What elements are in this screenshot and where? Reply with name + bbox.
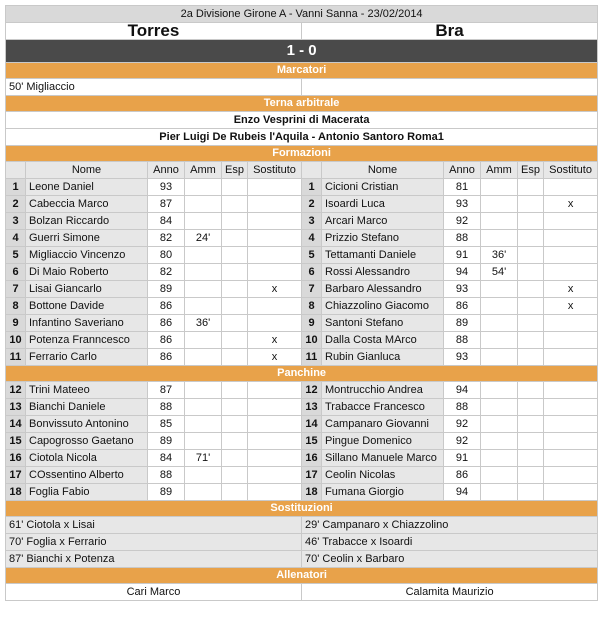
referee-main: Enzo Vesprini di Macerata — [6, 112, 598, 129]
away-player-subbed — [544, 213, 598, 230]
home-player-year: 89 — [148, 281, 185, 298]
home-player-name: COssentino Alberto — [26, 467, 148, 484]
home-player-number: 9 — [6, 315, 26, 332]
home-player-name: Capogrosso Gaetano — [26, 433, 148, 450]
away-player-name: Santoni Stefano — [322, 315, 444, 332]
home-team-name: Torres — [6, 23, 302, 40]
home-player-red — [222, 213, 248, 230]
home-player-number: 12 — [6, 382, 26, 399]
home-player-year: 84 — [148, 213, 185, 230]
away-player-yellow — [481, 315, 518, 332]
home-player-year: 80 — [148, 247, 185, 264]
away-player-red — [518, 298, 544, 315]
home-player-year: 85 — [148, 416, 185, 433]
away-player-yellow — [481, 382, 518, 399]
away-player-subbed — [544, 315, 598, 332]
home-scorers: 50' Migliaccio — [6, 79, 302, 96]
home-player-subbed — [248, 230, 302, 247]
away-player-red — [518, 484, 544, 501]
home-player-red — [222, 230, 248, 247]
home-player-yellow — [185, 416, 222, 433]
home-player-number: 2 — [6, 196, 26, 213]
home-player-number: 3 — [6, 213, 26, 230]
col-year: Anno — [148, 162, 185, 179]
away-coach: Calamita Maurizio — [302, 584, 598, 601]
home-player-subbed: x — [248, 349, 302, 366]
home-player-number: 8 — [6, 298, 26, 315]
away-player-number: 18 — [302, 484, 322, 501]
away-player-red — [518, 247, 544, 264]
away-player-red — [518, 179, 544, 196]
home-player-number: 6 — [6, 264, 26, 281]
away-player-red — [518, 450, 544, 467]
player-row — [6, 450, 598, 467]
away-player-name: Sillano Manuele Marco — [322, 450, 444, 467]
home-player-number: 4 — [6, 230, 26, 247]
away-player-number: 15 — [302, 433, 322, 450]
home-player-number: 13 — [6, 399, 26, 416]
home-player-name: Lisai Giancarlo — [26, 281, 148, 298]
player-row — [6, 382, 598, 399]
away-player-subbed — [544, 433, 598, 450]
home-player-yellow — [185, 467, 222, 484]
away-player-name: Barbaro Alessandro — [322, 281, 444, 298]
home-player-red — [222, 264, 248, 281]
away-player-yellow — [481, 213, 518, 230]
away-player-yellow — [481, 230, 518, 247]
home-player-yellow — [185, 332, 222, 349]
away-player-subbed — [544, 382, 598, 399]
away-player-name: Isoardi Luca — [322, 196, 444, 213]
player-row — [6, 399, 598, 416]
away-player-year: 92 — [444, 416, 481, 433]
home-player-red — [222, 484, 248, 501]
home-player-red — [222, 399, 248, 416]
home-player-yellow: 36' — [185, 315, 222, 332]
home-substitution: 70' Foglia x Ferrario — [6, 534, 302, 551]
away-player-year: 92 — [444, 433, 481, 450]
home-player-name: Bolzan Riccardo — [26, 213, 148, 230]
away-player-number: 8 — [302, 298, 322, 315]
home-player-red — [222, 196, 248, 213]
away-player-year: 88 — [444, 332, 481, 349]
col-subbed: Sostituto — [544, 162, 598, 179]
away-player-number: 4 — [302, 230, 322, 247]
home-player-yellow — [185, 484, 222, 501]
section-substitutions: Sostituzioni — [6, 501, 598, 517]
away-player-yellow — [481, 450, 518, 467]
away-player-year: 94 — [444, 382, 481, 399]
home-player-subbed — [248, 264, 302, 281]
home-player-subbed — [248, 467, 302, 484]
home-player-name: Cabeccia Marco — [26, 196, 148, 213]
home-player-year: 93 — [148, 179, 185, 196]
away-player-number: 10 — [302, 332, 322, 349]
col-yellow: Amm — [481, 162, 518, 179]
home-player-yellow — [185, 179, 222, 196]
away-player-yellow — [481, 179, 518, 196]
away-player-name: Cicioni Cristian — [322, 179, 444, 196]
home-player-number: 10 — [6, 332, 26, 349]
home-player-subbed: x — [248, 332, 302, 349]
away-player-number: 16 — [302, 450, 322, 467]
away-player-year: 88 — [444, 230, 481, 247]
away-player-number: 6 — [302, 264, 322, 281]
away-player-number: 7 — [302, 281, 322, 298]
home-player-number: 16 — [6, 450, 26, 467]
home-player-subbed — [248, 196, 302, 213]
away-player-subbed — [544, 399, 598, 416]
player-row — [6, 179, 598, 196]
home-player-name: Di Maio Roberto — [26, 264, 148, 281]
away-player-year: 94 — [444, 264, 481, 281]
home-player-red — [222, 332, 248, 349]
col-red: Esp — [222, 162, 248, 179]
referee-assistants: Pier Luigi De Rubeis l'Aquila - Antonio Santoro Roma1 — [6, 129, 598, 146]
away-player-red — [518, 196, 544, 213]
player-row — [6, 433, 598, 450]
away-player-number: 9 — [302, 315, 322, 332]
col-subbed: Sostituto — [248, 162, 302, 179]
home-player-red — [222, 179, 248, 196]
home-player-name: Migliaccio Vincenzo — [26, 247, 148, 264]
away-player-number: 13 — [302, 399, 322, 416]
home-player-subbed — [248, 484, 302, 501]
home-player-yellow — [185, 433, 222, 450]
col-red: Esp — [518, 162, 544, 179]
match-table — [5, 5, 598, 601]
away-player-yellow — [481, 298, 518, 315]
home-player-yellow: 71' — [185, 450, 222, 467]
home-coach: Cari Marco — [6, 584, 302, 601]
home-player-subbed — [248, 315, 302, 332]
home-player-red — [222, 382, 248, 399]
home-player-yellow: 24' — [185, 230, 222, 247]
home-player-subbed — [248, 382, 302, 399]
player-row — [6, 247, 598, 264]
home-player-name: Guerri Simone — [26, 230, 148, 247]
player-row — [6, 281, 598, 298]
away-player-name: Ceolin Nicolas — [322, 467, 444, 484]
away-player-year: 93 — [444, 349, 481, 366]
away-player-subbed — [544, 484, 598, 501]
home-player-name: Ciotola Nicola — [26, 450, 148, 467]
away-player-number: 11 — [302, 349, 322, 366]
home-player-red — [222, 433, 248, 450]
home-player-year: 84 — [148, 450, 185, 467]
away-player-red — [518, 315, 544, 332]
away-player-name: Rossi Alessandro — [322, 264, 444, 281]
away-player-number: 1 — [302, 179, 322, 196]
section-bench: Panchine — [6, 366, 598, 382]
home-player-red — [222, 298, 248, 315]
away-player-subbed: x — [544, 298, 598, 315]
home-player-yellow — [185, 213, 222, 230]
substitution-row — [6, 534, 598, 551]
away-player-red — [518, 349, 544, 366]
home-player-subbed: x — [248, 281, 302, 298]
away-player-subbed — [544, 467, 598, 484]
away-player-subbed — [544, 230, 598, 247]
away-player-year: 94 — [444, 484, 481, 501]
home-player-red — [222, 247, 248, 264]
away-player-subbed — [544, 450, 598, 467]
section-coaches: Allenatori — [6, 568, 598, 584]
away-player-yellow — [481, 416, 518, 433]
coaches-row — [6, 584, 598, 601]
home-player-red — [222, 349, 248, 366]
home-player-subbed — [248, 433, 302, 450]
home-player-number: 17 — [6, 467, 26, 484]
away-player-subbed — [544, 179, 598, 196]
home-player-yellow — [185, 196, 222, 213]
away-player-subbed — [544, 264, 598, 281]
away-player-name: Arcari Marco — [322, 213, 444, 230]
col-number — [6, 162, 26, 179]
home-player-subbed — [248, 399, 302, 416]
home-player-red — [222, 416, 248, 433]
home-player-year: 87 — [148, 382, 185, 399]
away-player-red — [518, 433, 544, 450]
home-player-name: Potenza Franncesco — [26, 332, 148, 349]
home-player-year: 86 — [148, 332, 185, 349]
away-player-red — [518, 399, 544, 416]
player-row — [6, 315, 598, 332]
away-player-year: 86 — [444, 467, 481, 484]
away-player-name: Rubin Gianluca — [322, 349, 444, 366]
home-player-yellow — [185, 247, 222, 264]
section-scorers: Marcatori — [6, 63, 598, 79]
home-player-name: Infantino Saveriano — [26, 315, 148, 332]
away-player-subbed — [544, 332, 598, 349]
home-substitution: 87' Bianchi x Potenza — [6, 551, 302, 568]
col-number — [302, 162, 322, 179]
home-player-name: Bottone Davide — [26, 298, 148, 315]
home-player-name: Foglia Fabio — [26, 484, 148, 501]
home-player-red — [222, 467, 248, 484]
away-player-red — [518, 467, 544, 484]
home-player-year: 89 — [148, 484, 185, 501]
home-player-name: Trini Mateeo — [26, 382, 148, 399]
away-player-red — [518, 213, 544, 230]
home-player-red — [222, 315, 248, 332]
home-player-name: Leone Daniel — [26, 179, 148, 196]
away-player-year: 86 — [444, 298, 481, 315]
away-player-year: 91 — [444, 450, 481, 467]
home-player-red — [222, 281, 248, 298]
away-player-yellow — [481, 332, 518, 349]
home-player-subbed — [248, 179, 302, 196]
away-player-red — [518, 382, 544, 399]
section-lineups: Formazioni — [6, 146, 598, 162]
away-player-subbed: x — [544, 281, 598, 298]
away-player-name: Prizzio Stefano — [322, 230, 444, 247]
home-player-yellow — [185, 349, 222, 366]
home-player-yellow — [185, 382, 222, 399]
match-header: 2a Divisione Girone A - Vanni Sanna - 23/02/2014 — [6, 6, 598, 23]
away-player-number: 2 — [302, 196, 322, 213]
home-player-number: 14 — [6, 416, 26, 433]
away-player-yellow: 54' — [481, 264, 518, 281]
home-player-name: Bonvissuto Antonino — [26, 416, 148, 433]
away-player-number: 5 — [302, 247, 322, 264]
away-player-subbed — [544, 349, 598, 366]
player-row — [6, 230, 598, 247]
home-player-red — [222, 450, 248, 467]
final-score: 1 - 0 — [6, 40, 598, 63]
col-year: Anno — [444, 162, 481, 179]
home-player-subbed — [248, 298, 302, 315]
away-team-name: Bra — [302, 23, 598, 40]
away-player-year: 93 — [444, 196, 481, 213]
home-player-name: Bianchi Daniele — [26, 399, 148, 416]
col-name: Nome — [322, 162, 444, 179]
col-name: Nome — [26, 162, 148, 179]
player-row — [6, 332, 598, 349]
home-player-year: 86 — [148, 349, 185, 366]
away-player-name: Pingue Domenico — [322, 433, 444, 450]
home-player-year: 82 — [148, 264, 185, 281]
away-player-red — [518, 230, 544, 247]
home-player-number: 1 — [6, 179, 26, 196]
home-player-subbed — [248, 213, 302, 230]
away-player-red — [518, 281, 544, 298]
home-player-year: 87 — [148, 196, 185, 213]
home-player-number: 5 — [6, 247, 26, 264]
away-player-yellow — [481, 484, 518, 501]
away-substitution: 29' Campanaro x Chiazzolino — [302, 517, 598, 534]
home-player-yellow — [185, 281, 222, 298]
away-player-year: 92 — [444, 213, 481, 230]
away-player-year: 93 — [444, 281, 481, 298]
away-player-name: Tettamanti Daniele — [322, 247, 444, 264]
away-player-name: Fumana Giorgio — [322, 484, 444, 501]
away-player-year: 89 — [444, 315, 481, 332]
away-player-yellow — [481, 196, 518, 213]
home-player-year: 88 — [148, 467, 185, 484]
section-referees: Terna arbitrale — [6, 96, 598, 112]
away-player-name: Dalla Costa MArco — [322, 332, 444, 349]
home-player-year: 82 — [148, 230, 185, 247]
home-player-yellow — [185, 399, 222, 416]
home-player-number: 15 — [6, 433, 26, 450]
player-row — [6, 467, 598, 484]
home-player-year: 89 — [148, 433, 185, 450]
away-substitution: 46' Trabacce x Isoardi — [302, 534, 598, 551]
player-row — [6, 416, 598, 433]
away-player-number: 3 — [302, 213, 322, 230]
away-player-year: 81 — [444, 179, 481, 196]
away-player-red — [518, 264, 544, 281]
player-row — [6, 196, 598, 213]
home-player-number: 18 — [6, 484, 26, 501]
home-player-yellow — [185, 298, 222, 315]
player-row — [6, 349, 598, 366]
home-player-subbed — [248, 450, 302, 467]
home-player-subbed — [248, 416, 302, 433]
substitution-row — [6, 551, 598, 568]
home-player-year: 86 — [148, 315, 185, 332]
substitution-row — [6, 517, 598, 534]
column-header-row — [6, 162, 598, 179]
away-player-subbed: x — [544, 196, 598, 213]
away-player-subbed — [544, 416, 598, 433]
away-player-name: Chiazzolino Giacomo — [322, 298, 444, 315]
away-player-yellow — [481, 467, 518, 484]
away-player-yellow — [481, 281, 518, 298]
away-player-yellow — [481, 433, 518, 450]
away-player-year: 91 — [444, 247, 481, 264]
away-player-subbed — [544, 247, 598, 264]
away-player-yellow: 36' — [481, 247, 518, 264]
col-yellow: Amm — [185, 162, 222, 179]
player-row — [6, 213, 598, 230]
home-player-name: Ferrario Carlo — [26, 349, 148, 366]
away-player-number: 17 — [302, 467, 322, 484]
home-player-number: 11 — [6, 349, 26, 366]
away-player-number: 14 — [302, 416, 322, 433]
home-player-subbed — [248, 247, 302, 264]
away-scorers — [302, 79, 598, 96]
away-player-yellow — [481, 399, 518, 416]
home-player-year: 86 — [148, 298, 185, 315]
home-player-yellow — [185, 264, 222, 281]
away-player-name: Montrucchio Andrea — [322, 382, 444, 399]
away-player-year: 88 — [444, 399, 481, 416]
match-report — [5, 5, 597, 601]
away-player-name: Campanaro Giovanni — [322, 416, 444, 433]
home-player-year: 88 — [148, 399, 185, 416]
away-player-yellow — [481, 349, 518, 366]
away-player-name: Trabacce Francesco — [322, 399, 444, 416]
away-player-red — [518, 416, 544, 433]
player-row — [6, 484, 598, 501]
player-row — [6, 264, 598, 281]
player-row — [6, 298, 598, 315]
away-substitution: 70' Ceolin x Barbaro — [302, 551, 598, 568]
home-player-number: 7 — [6, 281, 26, 298]
away-player-red — [518, 332, 544, 349]
away-player-number: 12 — [302, 382, 322, 399]
home-substitution: 61' Ciotola x Lisai — [6, 517, 302, 534]
